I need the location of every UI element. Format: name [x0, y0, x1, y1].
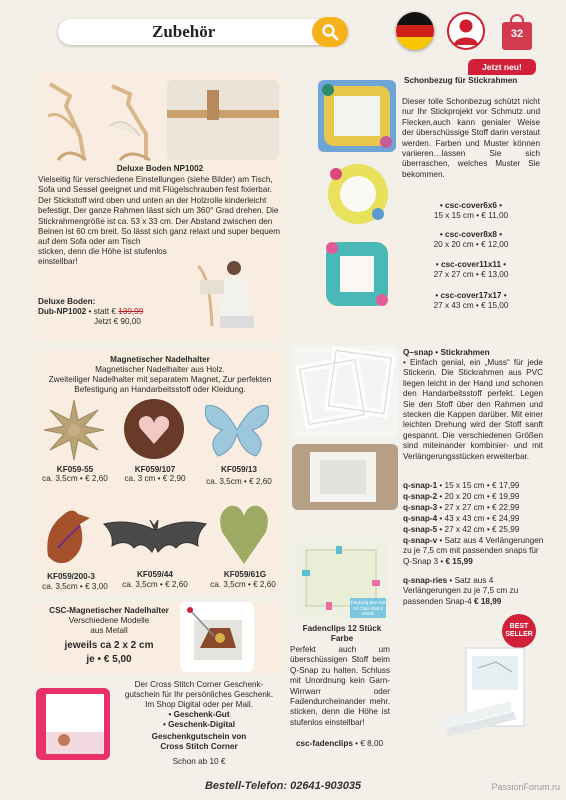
best-seller-badge: BEST SELLER [502, 614, 536, 648]
bird-needle-holder [40, 500, 100, 570]
qsnap-item-5: q-snap-5 • 27 x 42 cm • € 25,99 [403, 525, 520, 534]
deluxe-woman-photo [190, 246, 270, 332]
needle-description: Zweiteiliger Nadelhalter mit separatem Magnet, Zur perfekten Befestigung an Handarbeitsstoff oder Kleidung. [48, 375, 272, 395]
gift-from-price: Schon ab 10 € [172, 757, 226, 766]
fadenclips-photo [296, 540, 388, 620]
deluxe-stand-photo-2 [100, 76, 164, 162]
deluxe-price-label: Deluxe Boden: [38, 297, 96, 306]
qsnap-item-2: q-snap-2 • 20 x 20 cm • € 19,99 [403, 492, 520, 501]
gift-heading-1: Geschenkgutschein von [151, 732, 247, 741]
csc-needle-sub-1: Verschiedene Modelle [68, 616, 150, 625]
csc-needle-size: jeweils ca 2 x 2 cm [64, 640, 154, 651]
search-button[interactable] [312, 17, 348, 47]
snowflake-needle-holder [42, 398, 106, 462]
butterfly-needle-holder [202, 400, 272, 460]
needle-item-5-code: KF059/44 [137, 570, 173, 579]
cover-item-3-price: 27 x 27 cm • € 13,00 [433, 270, 509, 279]
deluxe-new-price: Jetzt € 90,00 [94, 317, 141, 326]
qsnap-heading: Q–snap • Stickrahmen [403, 348, 490, 357]
fadenclips-heading: Fadenclips 12 Stück Farbe [302, 624, 382, 644]
cover-item-1-code: • csc-cover6x6 • [439, 201, 503, 210]
leaf-heart-needle-holder [216, 498, 272, 568]
needle-item-2-price: ca. 3 cm • € 2,90 [124, 474, 186, 483]
gift-line-3: Im Shop Digital oder per Mail. [145, 700, 253, 709]
needle-item-5-price: ca. 3,5cm • € 2,60 [122, 580, 188, 589]
qsnap-frames-photo [292, 346, 398, 438]
qsnap-item-1: q-snap-1 • 15 x 15 cm • € 17,99 [403, 481, 520, 490]
cover-photo-2 [318, 156, 396, 230]
gift-heading-2: Cross Stitch Corner [160, 742, 238, 751]
qsnap-ries-price: € 18,99 [474, 596, 502, 606]
qsnap-package-photo [436, 640, 536, 738]
cover-item-4-code: • csc-cover17x17 • [435, 291, 507, 300]
gift-voucher-image [36, 688, 110, 760]
gift-line-1: Der Cross Stitch Corner Geschenk- [134, 680, 264, 689]
qsnap-extension-price: € 15,99 [445, 556, 473, 566]
page-footer [0, 776, 566, 800]
gift-item-1: • Geschenk-Gut [168, 710, 230, 719]
deluxe-description: Vielseitig für verschiedene Einstellungen (siehe Bilder) am Tisch, Sofa und Sessel geeignet und mit Flügelschrauben fest fixierbar. Der Stickstoff wird oben und unten an der Holzrolle kinderleicht befestigt. Der ganze Rahmen lässt sich um 360° Grad drehen. Die Stickrahmengröße ist ca. 53 x 33 cm. Der Abstand zwischen den Beinen ist 60 cm breit. So lässt sich ganz relaxt und super bequem auf dem Sofa oder am Tisch [38, 175, 281, 247]
deluxe-price-code: Dub-NP1002 [38, 307, 87, 316]
needle-item-2-code: KF059/107 [134, 465, 176, 474]
needle-heading: Magnetischer Nadelhalter [110, 355, 210, 364]
cover-description: Dieser tolle Schonbezug schützt nicht nur Ihr Stickprojekt vor Schmutz und Flecken,auch kann genialer Weise der überschüssige Stoff darin verstaut werden. Farben und Muster können variieren…lassen Sie sich überraschen, welches Muster Sie bekommen. [402, 97, 540, 179]
needle-item-4-price: ca. 3,5cm • € 3,00 [42, 582, 108, 591]
qsnap-item-4: q-snap-4 • 43 x 43 cm • € 24,99 [403, 514, 520, 523]
cover-photo-3 [318, 234, 396, 314]
cover-item-3-code: • csc-cover11x11 • [435, 260, 507, 269]
cover-item-1-price: 15 x 15 cm • € 11,00 [433, 211, 509, 220]
qsnap-ries-set: q-snap-ries • Satz aus 4 Verlängerungen zu je 7,5 cm zu passenden Snap-4 € 18,99 [403, 576, 519, 606]
heart-needle-holder [122, 396, 186, 462]
cover-item-2-price: 20 x 20 cm • € 12,00 [433, 240, 509, 249]
order-phone: Bestell-Telefon: 02641-903035 [204, 780, 362, 792]
deluxe-price-line: Dub-NP1002 • statt € 139,99 [38, 307, 144, 316]
cover-item-4-price: 27 x 43 cm • € 15,00 [433, 301, 509, 310]
deluxe-heading: Deluxe Boden NP1002 [116, 164, 204, 173]
flag-germany-icon[interactable] [396, 12, 434, 50]
qsnap-extension-set: q-snap-v • Satz aus 4 Verlängerungen zu je 7,5 cm mit passenden snaps für Q-Snap 3 • € 15,99 [403, 536, 544, 566]
needle-item-6-price: ca. 3,5cm • € 2,60 [210, 580, 276, 589]
fadenclips-description: Perfekt auch um überschüssigen Stoff beim Q-Snap zu halten. Schluss mit Unordnung kein Garn-Wirrwarr oder Fadendurcheinander mehr. sticken, denn die Höhe ist stufenlos einstellbar! [290, 645, 390, 727]
page-header [0, 0, 566, 62]
page-title: Zubehör [152, 22, 216, 41]
needle-subheading: Magnetischer Nadelhalter aus Holz. [95, 365, 225, 374]
deluxe-stand-photo-1 [40, 76, 98, 162]
title-bar [58, 19, 348, 45]
gift-item-2: • Geschenk-Digital [162, 720, 236, 729]
qsnap-description: • Einfach genial, ein „Muss“ für jede Stickerin. Die Stickrahmen aus PVC liegen leicht in der Hand und schonen den Handarbeitsstoff perfekt. Legen Sie den Stoff über den Rahmen und stecken die Kappen darüber. Mit einer leichten Drehung wird der Stoff sanft gespannt. Die verschiedenen Größen sind miteinander kombinier- und mit Verlängerungsstücken erweiterbar. [403, 358, 543, 461]
needle-item-3-code: KF059/13 [221, 465, 257, 474]
search-icon [321, 23, 339, 41]
qsnap-item-3: q-snap-3 • 27 x 27 cm • € 22,99 [403, 503, 520, 512]
cover-item-2-code: • csc-cover8x8 • [439, 230, 503, 239]
bat-needle-holder [100, 512, 210, 568]
needle-item-4-code: KF059/200-3 [47, 572, 95, 581]
csc-needle-sub-2: aus Metall [90, 626, 128, 635]
fadenclips-pack-note: Packung jetzt mit 12 Clips statt 8 Stück! [350, 600, 386, 616]
user-account-button[interactable] [447, 12, 485, 50]
csc-needle-heading: CSC-Magnetischer Nadelhalter [49, 606, 169, 615]
gift-line-2: gutschein für Ihr persönliches Geschenk. [124, 690, 274, 699]
cart-count: 32 [510, 28, 524, 40]
new-badge: Jetzt neu! [468, 59, 536, 75]
needle-item-3-price: ca. 3,5cm • € 2,60 [206, 477, 272, 486]
csc-needle-price: je • € 5,00 [86, 654, 132, 665]
qsnap-closeup-photo [292, 444, 398, 510]
watermark: PassionForum.ru [491, 782, 560, 792]
cover-heading: Schonbezug für Stickrahmen [404, 76, 518, 85]
deluxe-description-2: sticken, denn die Höhe ist stufenlos einstellbar! [38, 247, 167, 267]
shopping-bag-button[interactable] [502, 12, 532, 50]
user-icon [449, 14, 483, 48]
needle-item-1-price: ca. 3,5cm • € 2,60 [42, 474, 108, 483]
deluxe-roller-photo [167, 80, 279, 160]
cover-photo-1 [318, 80, 396, 152]
fadenclips-price: csc-fadenclips • € 8,00 [296, 739, 384, 748]
needle-item-6-code: KF059/61G [223, 570, 267, 579]
deluxe-old-price: 139,99 [118, 307, 144, 316]
csc-needle-photo [180, 602, 254, 672]
needle-item-1-code: KF059-55 [56, 465, 94, 474]
